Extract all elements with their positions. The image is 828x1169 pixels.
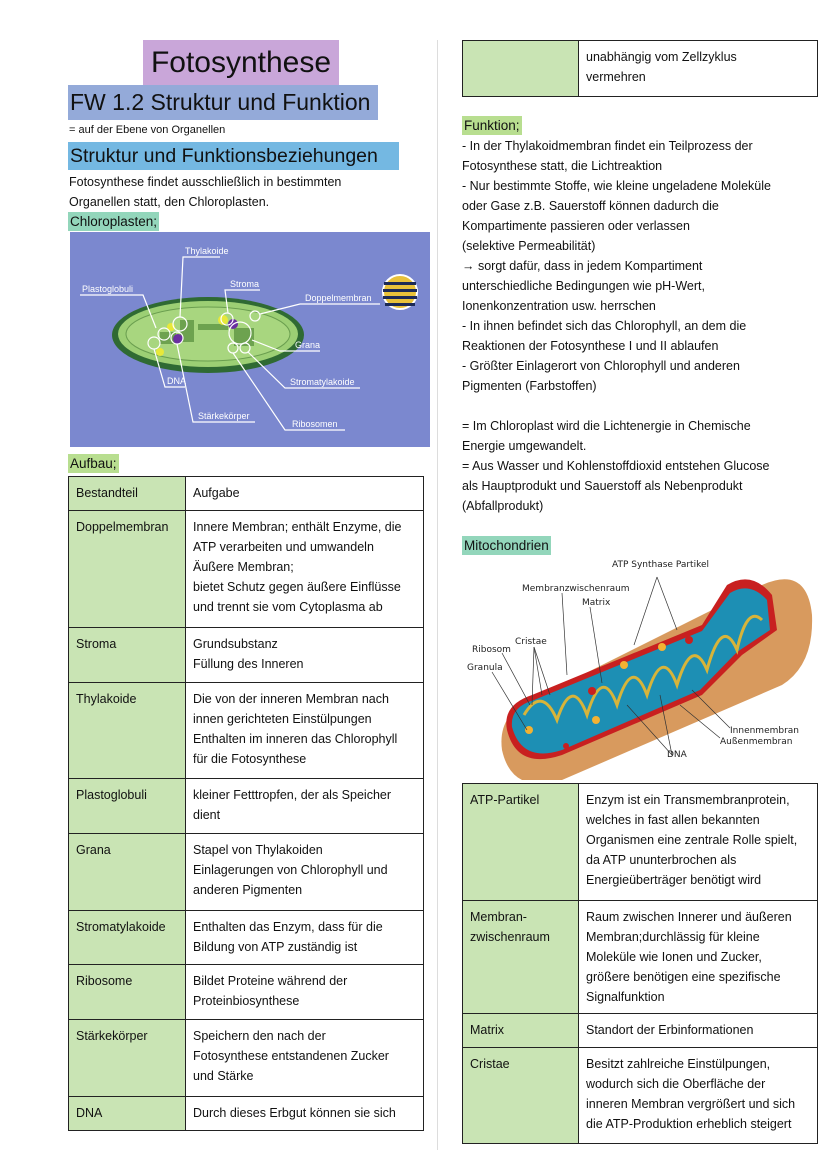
cell-component: ATP-Partikel <box>463 784 579 901</box>
cell-component: Cristae <box>463 1048 579 1144</box>
funktion-text: - In der Thylakoidmembran findet ein Teilprozess der Fotosynthese statt, die Lichtreaktion - Nur bestimmte Stoffe, wie kleine ungeladene Moleküle oder Gase z.B. Sauerstoff können dadurch die Kompartimente passieren oder verlassen (selektive Permeabilität) → sorgt dafür, dass in jedem Kompartiment unterschiedliche Bedingungen wie pH-Wert, Ionenkonzentration usw. herrschen - In ihnen befindet sich das Chlorophyll, an dem die Reaktionen der Fotosynthese I und II ablaufen - Größter Einlagerort von Chlorophyll und anderen Pigmenten (Farbstoffen) = Im Chloroplast wird die Lichtenergie in Chemische Energie umgewandelt. = Aus Wasser und Kohlenstoffdioxid entstehen Glucose als Hauptprodukt und Sauerstoff als Nebenprodukt (Abfallprodukt) <box>462 139 771 513</box>
label-staerkekoerper: Stärkekörper <box>198 411 250 421</box>
heading-mitochondrien: Mitochondrien <box>464 538 549 553</box>
label-matrix: Matrix <box>582 598 611 608</box>
label-membranzwischenraum: Membranzwischenraum <box>522 584 630 594</box>
cell-function: Durch dieses Erbgut können sie sich <box>186 1097 424 1131</box>
heading-aufbau: Aufbau; <box>70 456 117 471</box>
label-aussenmembran: Außenmembran <box>720 737 793 747</box>
label-grana: Grana <box>295 340 321 350</box>
table-row <box>69 477 424 511</box>
cell-function: Enzym ist ein Transmembranprotein, welches in fast allen bekannten Organismen eine zentrale Rolle spielt, da ATP ununterbrochen als Energieüberträger benötigt wird <box>579 784 818 901</box>
cell-function: kleiner Fetttropfen, der als Speicher dient <box>186 779 424 834</box>
label-dna: DNA <box>167 376 187 386</box>
table-row <box>463 901 818 1014</box>
cell-function: Innere Membran; enthält Enzyme, die ATP verarbeiten und umwandeln Äußere Membran; bietet Schutz gegen äußere Einflüsse und trennt sie vom Cytoplasma ab <box>186 511 424 628</box>
heading-struktur: Struktur und Funktionsbeziehungen <box>68 142 399 170</box>
cell-component: Thylakoide <box>69 683 186 779</box>
page-title: Fotosynthese <box>143 40 339 85</box>
table-row <box>69 683 424 779</box>
cell-component <box>463 41 579 97</box>
label-doppelmembran: Doppelmembran <box>305 293 372 303</box>
cell-function: Raum zwischen Innerer und äußeren Membran;durchlässig für kleine Moleküle wie Ionen und Zucker, größere benötigen eine spezifische Signalfunktion <box>579 901 818 1014</box>
table-row <box>69 834 424 911</box>
cell-function: Bildet Proteine während der Proteinbiosynthese <box>186 965 424 1020</box>
table-row <box>463 41 818 97</box>
label-stromatylakoide: Stromatylakoide <box>290 377 355 387</box>
cell-component: Ribosome <box>69 965 186 1020</box>
label-ribosom: Ribosom <box>472 645 511 655</box>
cell-component: Bestandteil <box>69 477 186 511</box>
continued-table <box>462 40 818 97</box>
cell-component: Grana <box>69 834 186 911</box>
cell-component: Stärkekörper <box>69 1020 186 1097</box>
label-granula: Granula <box>467 663 503 673</box>
cell-component: DNA <box>69 1097 186 1131</box>
table-row <box>463 1048 818 1144</box>
table-row <box>463 784 818 901</box>
label-cristae: Cristae <box>515 637 547 647</box>
label-ribosomen: Ribosomen <box>292 419 338 429</box>
table-row <box>69 965 424 1020</box>
label-plastoglobuli: Plastoglobuli <box>82 284 134 294</box>
table-row <box>69 511 424 628</box>
mitochondria-table <box>462 783 818 1144</box>
table-row <box>69 628 424 683</box>
heading-funktion: Funktion; <box>464 118 520 133</box>
label-thylakoide: Thylakoide <box>185 246 229 256</box>
intro-text: Fotosynthese findet ausschließlich in bestimmten Organellen statt, den Chloroplasten. <box>69 175 342 209</box>
section-title: FW 1.2 Struktur und Funktion <box>68 85 378 120</box>
cell-function: Standort der Erbinformationen <box>579 1014 818 1048</box>
cell-component: Stromatylakoide <box>69 911 186 965</box>
cell-function: Die von der inneren Membran nach innen gerichteten Einstülpungen Enthalten im inneren das Chlorophyll für die Fotosynthese <box>186 683 424 779</box>
label-atp-synthase: ATP Synthase Partikel <box>612 560 710 570</box>
cell-function: Stapel von Thylakoiden Einlagerungen von Chlorophyll und anderen Pigmenten <box>186 834 424 911</box>
chloroplast-diagram <box>70 232 430 447</box>
table-row <box>69 1020 424 1097</box>
cell-function: Aufgabe <box>186 477 424 511</box>
cell-component: Membran- zwischenraum <box>463 901 579 1014</box>
table-row <box>69 1097 424 1131</box>
cell-function: unabhängig vom Zellzyklus vermehren <box>579 41 818 97</box>
mitochondrion-diagram <box>462 555 818 780</box>
table-row <box>69 911 424 965</box>
column-divider <box>437 40 438 1150</box>
cell-component: Doppelmembran <box>69 511 186 628</box>
heading-chloroplasten: Chloroplasten; <box>70 214 158 229</box>
cell-function: Speichern den nach der Fotosynthese entstandenen Zucker und Stärke <box>186 1020 424 1097</box>
chloroplast-table <box>68 476 424 1131</box>
label-dna: DNA <box>667 750 687 760</box>
label-stroma: Stroma <box>230 279 260 289</box>
cell-component: Stroma <box>69 628 186 683</box>
label-innenmembran: Innenmembran <box>730 726 800 736</box>
table-row <box>463 1014 818 1048</box>
cell-function: Enthalten das Enzym, dass für die Bildung von ATP zuständig ist <box>186 911 424 965</box>
cell-function: Grundsubstanz Füllung des Inneren <box>186 628 424 683</box>
table-row <box>69 779 424 834</box>
cell-function: Besitzt zahlreiche Einstülpungen, wodurch sich die Oberfläche der inneren Membran vergrößert und sich die ATP-Produktion erheblich steigert <box>579 1048 818 1144</box>
cell-component: Matrix <box>463 1014 579 1048</box>
cell-component: Plastoglobuli <box>69 779 186 834</box>
section-note: = auf der Ebene von Organellen <box>69 124 226 136</box>
